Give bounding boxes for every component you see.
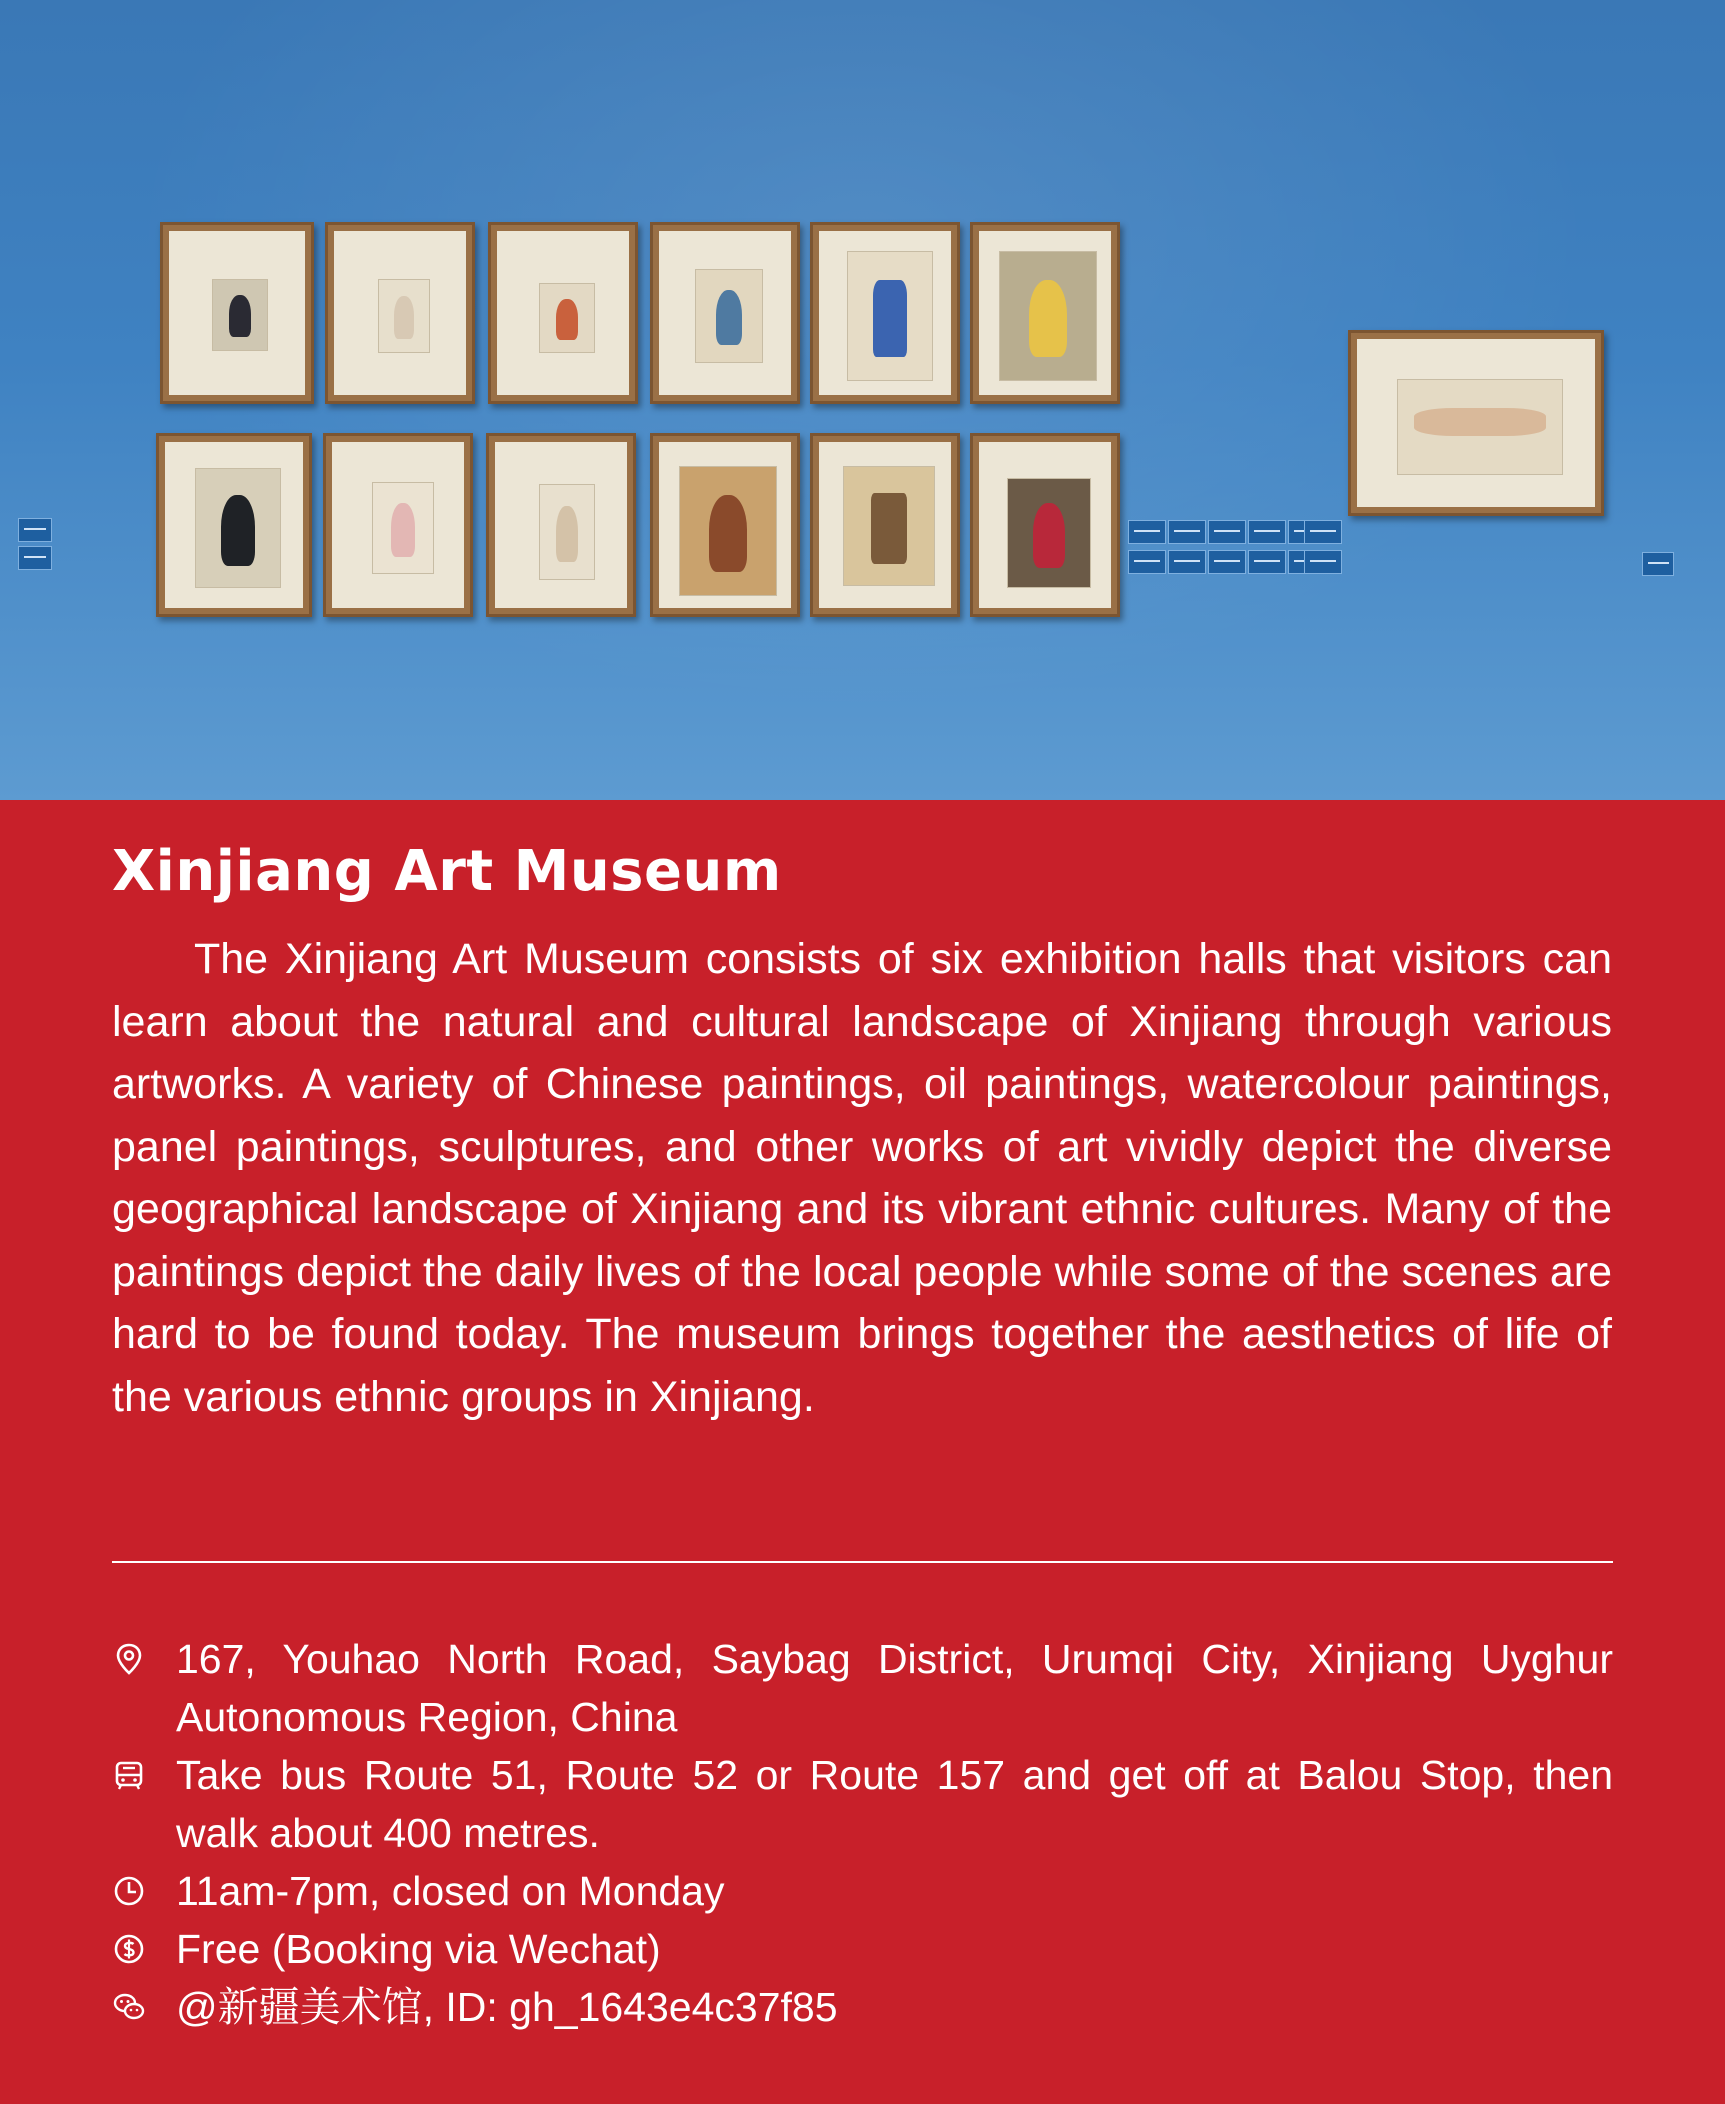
hours-text: 11am-7pm, closed on Monday [176,1868,725,1914]
museum-description: The Xinjiang Art Museum consists of six exhibition halls that visitors can learn about the natural and cultural landscape of Xinjiang through various artworks. A variety of Chinese paintings, oil paintings, watercolour paintings, panel paintings, sculptures, and other works of art vividly depict the diverse geographical landscape of Xinjiang and its vibrant ethnic cultures. Many of the paintings depict the daily lives of the local people while some of the scenes are hard to be found today. The museum brings together the aesthetics of life of the various ethnic groups in Xinjiang. [112,935,1612,1421]
transport-text: Take bus Route 51, Route 52 or Route 157 and get off at Balou Stop, then walk about 400 metres. [176,1752,1613,1856]
info-hours [112,1862,1613,1920]
wall-plaque [1248,550,1286,574]
wall-plaque [1304,550,1342,574]
wall-plaque [1208,550,1246,574]
artwork-frame [650,222,800,404]
artwork-frame [810,433,960,617]
artwork-frame [650,433,800,617]
artwork-frame [325,222,475,404]
wechat-icon [112,1990,146,2024]
info-list [112,1630,1613,2036]
artwork-frame [488,222,638,404]
bus-icon [112,1758,146,1792]
wall-plaque [1128,550,1166,574]
section-divider [112,1561,1613,1563]
wall-plaque [1642,552,1674,576]
wechat-text: @新疆美术馆, ID: gh_1643e4c37f85 [176,1984,838,2030]
info-admission [112,1920,1613,1978]
artwork-frame [160,222,314,404]
wall-plaque [18,518,52,542]
info-transport [112,1746,1613,1862]
info-address [112,1630,1613,1746]
location-pin-icon [112,1642,146,1676]
artwork-frame [486,433,636,617]
wall-plaque [1128,520,1166,544]
gallery-photo [0,0,1725,800]
wall-plaque [1248,520,1286,544]
artwork-frame-large [1348,330,1604,516]
artwork-frame [970,433,1120,617]
wall-plaque [1208,520,1246,544]
admission-text: Free (Booking via Wechat) [176,1926,661,1972]
artwork-frame [810,222,960,404]
artwork-frame [323,433,473,617]
dollar-icon [112,1932,146,1966]
wall-plaque [18,546,52,570]
artwork-frame [156,433,312,617]
museum-title: Xinjiang Art Museum [112,839,782,904]
clock-icon [112,1874,146,1908]
wall-plaque [1168,550,1206,574]
wall-plaque [1168,520,1206,544]
wall-plaque [1304,520,1342,544]
address-text: 167, Youhao North Road, Saybag District, Urumqi City, Xinjiang Uyghur Autonomous Region, China [176,1636,1613,1740]
artwork-frame [970,222,1120,404]
info-wechat [112,1978,1613,2036]
